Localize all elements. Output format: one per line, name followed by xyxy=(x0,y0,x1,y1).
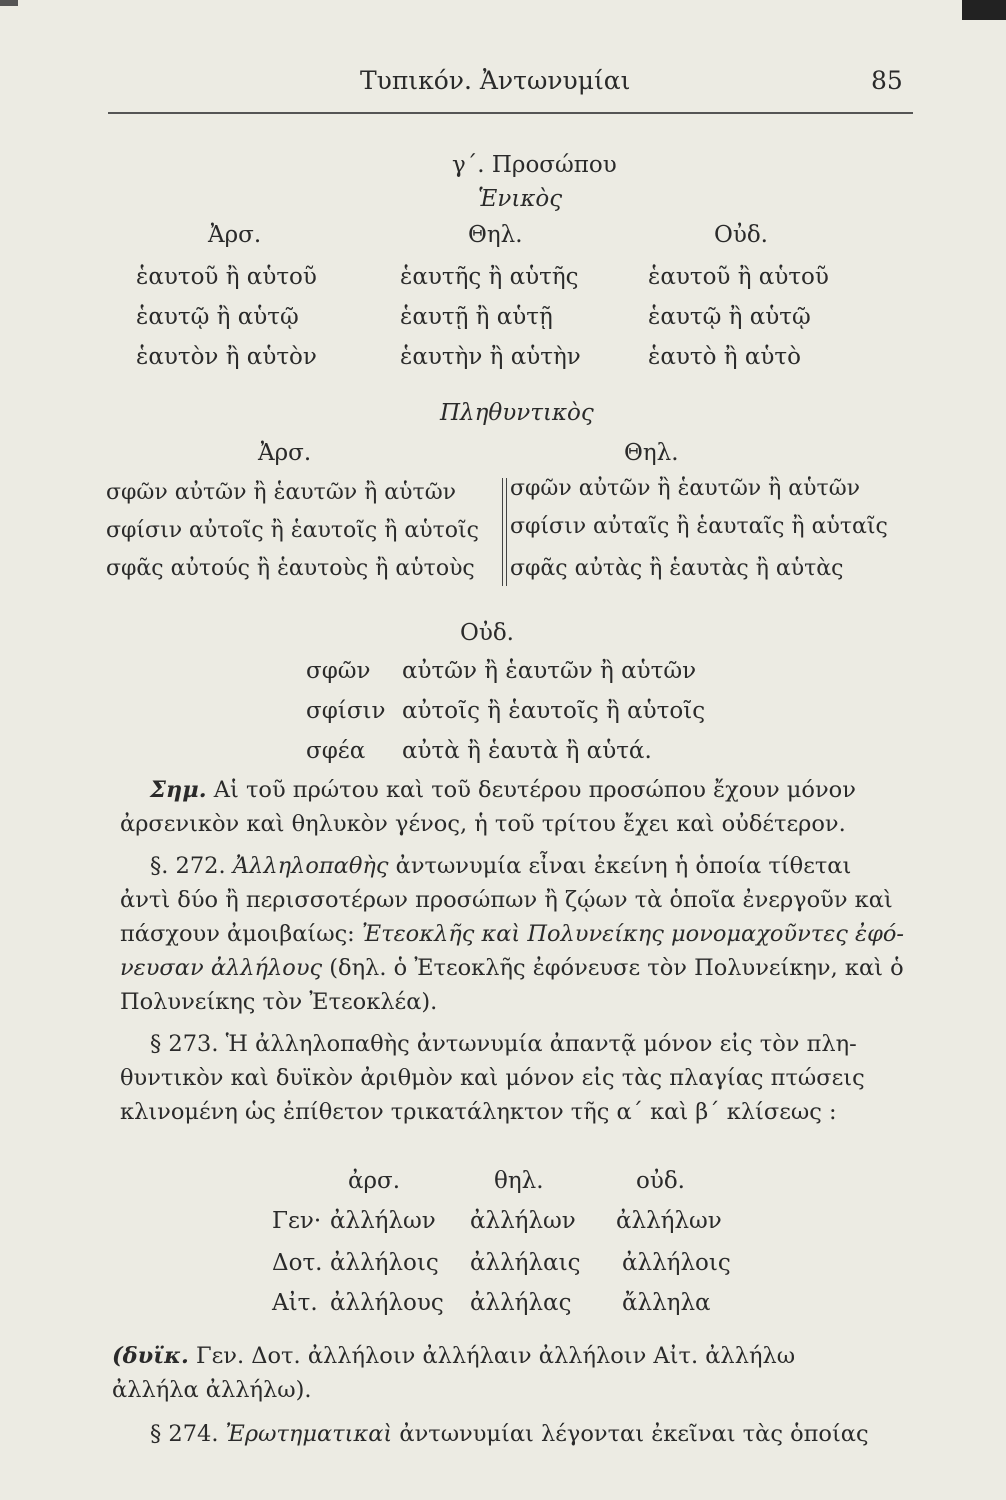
plural-cell: σφίσιν αὐτοῖς ἢ ἑαυτοῖς ἢ αὑτοῖς xyxy=(106,518,479,543)
section-number: §. 272. xyxy=(150,853,226,879)
allelon-form: ἀλλήλους xyxy=(330,1290,444,1316)
singular-cell: ἑαυτοῦ ἢ αὑτοῦ xyxy=(648,264,829,290)
scan-edge-mark xyxy=(0,0,18,6)
running-title: Τυπικόν. Ἀντωνυμίαι xyxy=(360,66,631,95)
singular-cell: ἑαυτῇ ἢ αὑτῇ xyxy=(400,304,553,330)
allelon-header: θηλ. xyxy=(494,1168,544,1194)
paragraph-text: ἀντωνυμίαι λέγονται ἐκεῖναι τὰς ὁποίας xyxy=(399,1421,869,1447)
singular-cell: ἑαυτὴν ἢ αὑτὴν xyxy=(400,344,581,370)
sec272-line-4 xyxy=(120,952,905,986)
neuter-cell: αὐτοῖς ἢ ἑαυτοῖς ἢ αὑτοῖς xyxy=(402,698,706,724)
sec273-line-3: κλινομένη ὡς ἐπίθετον τρικατάληκτον τῆς α΄ καὶ β΄ κλίσεως : xyxy=(120,1099,837,1125)
singular-label: Ἑνικὸς xyxy=(478,186,563,212)
singular-header-neut: Οὐδ. xyxy=(714,222,768,248)
plural-cell: σφᾶς αὐτούς ἢ ἑαυτοὺς ἢ αὑτοὺς xyxy=(106,556,475,581)
allelon-header: ἀρσ. xyxy=(348,1168,401,1194)
paragraph-text: (δηλ. ὁ Ἐτεοκλῆς ἐφόνευσε τὸν Πολυνείκην, καὶ ὁ xyxy=(329,955,904,981)
singular-cell: ἑαυτῆς ἢ αὑτῆς xyxy=(400,264,579,290)
sec272-line-3 xyxy=(120,918,905,952)
note-line-2: ἀρσενικὸν καὶ θηλυκὸν γένος, ἡ τοῦ τρίτου ἔχει καὶ οὐδέτερον. xyxy=(120,811,846,837)
dual-label: (δυϊκ. xyxy=(112,1343,189,1369)
plural-label: Πληθυντικὸς xyxy=(440,400,594,426)
allelon-form: ἀλλήλων xyxy=(470,1208,576,1234)
example-text: νευσαν ἀλλήλους xyxy=(120,955,323,981)
neuter-cell-prefix: σφῶν xyxy=(306,658,371,684)
column-divider xyxy=(502,478,507,586)
sec272-line-2: ἀντὶ δύο ἢ περισσοτέρων προσώπων ἢ ζῴων τὰ ὁποῖα ἐνεργοῦν καὶ xyxy=(120,887,893,913)
neuter-cell-prefix: σφέα xyxy=(306,738,366,764)
sec272-line-1 xyxy=(150,850,905,884)
plural-cell: σφίσιν αὐταῖς ἢ ἑαυταῖς ἢ αὑταῖς xyxy=(510,514,888,539)
neuter-header: Οὐδ. xyxy=(460,620,514,646)
sec274-line-1 xyxy=(150,1418,905,1452)
singular-cell: ἑαυτῷ ἢ αὑτῷ xyxy=(648,304,811,330)
allelon-form: ἀλλήλαις xyxy=(470,1250,581,1276)
plural-cell: σφῶν αὐτῶν ἢ ἑαυτῶν ἢ αὑτῶν xyxy=(106,480,457,505)
allelon-form: ἀλλήλων xyxy=(616,1208,722,1234)
plural-header-fem: Θηλ. xyxy=(624,440,679,466)
singular-header-fem: Θηλ. xyxy=(468,222,523,248)
allelon-header: οὐδ. xyxy=(636,1168,685,1194)
allelon-case: Αἰτ. xyxy=(272,1290,318,1316)
allelon-case: Γεν· xyxy=(272,1208,322,1234)
singular-cell: ἑαυτῷ ἢ αὑτῷ xyxy=(136,304,299,330)
scan-corner-mark xyxy=(962,0,1006,20)
page-number: 85 xyxy=(871,66,903,95)
singular-cell: ἑαυτὸν ἢ αὑτὸν xyxy=(136,344,317,370)
sec273-line-1: § 273. Ἡ ἀλληλοπαθὴς ἀντωνυμία ἀπαντᾷ μόνον εἰς τὸν πλη- xyxy=(150,1031,857,1057)
example-text: Ἐτεοκλῆς καὶ Πολυνείκης μονομαχοῦντες ἐφό- xyxy=(361,921,905,947)
neuter-cell: αὐτὰ ἢ ἑαυτὰ ἢ αὑτά. xyxy=(402,738,652,764)
allelon-form: ἄλληλα xyxy=(622,1290,711,1316)
section-title-third-person: γ΄. Προσώπου xyxy=(452,152,617,178)
plural-cell: σφᾶς αὐτὰς ἢ ἑαυτὰς ἢ αὑτὰς xyxy=(510,556,844,581)
dual-text: Γεν. Δοτ. ἀλλήλοιν ἀλλήλαιν ἀλλήλοιν Αἰτ. ἀλλήλω xyxy=(196,1343,796,1369)
dual-line-2: ἀλλήλα ἀλλήλω). xyxy=(112,1377,312,1403)
allelon-case: Δοτ. xyxy=(272,1250,323,1276)
note-text: Αἱ τοῦ πρώτου καὶ τοῦ δευτέρου προσώπου ἔχουν μόνον xyxy=(213,777,856,803)
allelon-form: ἀλλήλοις xyxy=(622,1250,731,1276)
sec272-line-5: Πολυνείκης τὸν Ἐτεοκλέα). xyxy=(120,989,438,1015)
dual-line-1 xyxy=(112,1340,905,1374)
sec273-line-2: θυντικὸν καὶ δυϊκὸν ἀριθμὸν καὶ μόνον εἰς τὰς πλαγίας πτώσεις xyxy=(120,1065,865,1091)
section-term: Ἐρωτηματικαὶ xyxy=(225,1421,393,1447)
section-number: § 274. xyxy=(150,1421,219,1447)
allelon-form: ἀλλήλων xyxy=(330,1208,436,1234)
paragraph-text: πάσχουν ἀμοιβαίως: xyxy=(120,921,355,947)
plural-cell: σφῶν αὐτῶν ἢ ἑαυτῶν ἢ αὑτῶν xyxy=(510,476,861,501)
paragraph-text: ἀντωνυμία εἶναι ἐκείνη ἡ ὁποία τίθεται xyxy=(395,853,852,879)
neuter-cell: αὐτῶν ἢ ἑαυτῶν ἢ αὑτῶν xyxy=(402,658,697,684)
plural-header-masc: Ἀρσ. xyxy=(258,440,312,466)
note-label: Σημ. xyxy=(150,777,207,803)
note-line-1 xyxy=(150,774,905,808)
header-rule xyxy=(108,112,913,114)
section-term: Ἀλληλοπαθὴς xyxy=(232,853,389,879)
singular-cell: ἑαυτοῦ ἢ αὑτοῦ xyxy=(136,264,317,290)
allelon-form: ἀλλήλοις xyxy=(330,1250,439,1276)
singular-header-masc: Ἀρσ. xyxy=(208,222,262,248)
neuter-cell-prefix: σφίσιν xyxy=(306,698,386,724)
singular-cell: ἑαυτὸ ἢ αὑτὸ xyxy=(648,344,801,370)
allelon-form: ἀλλήλας xyxy=(470,1290,572,1316)
